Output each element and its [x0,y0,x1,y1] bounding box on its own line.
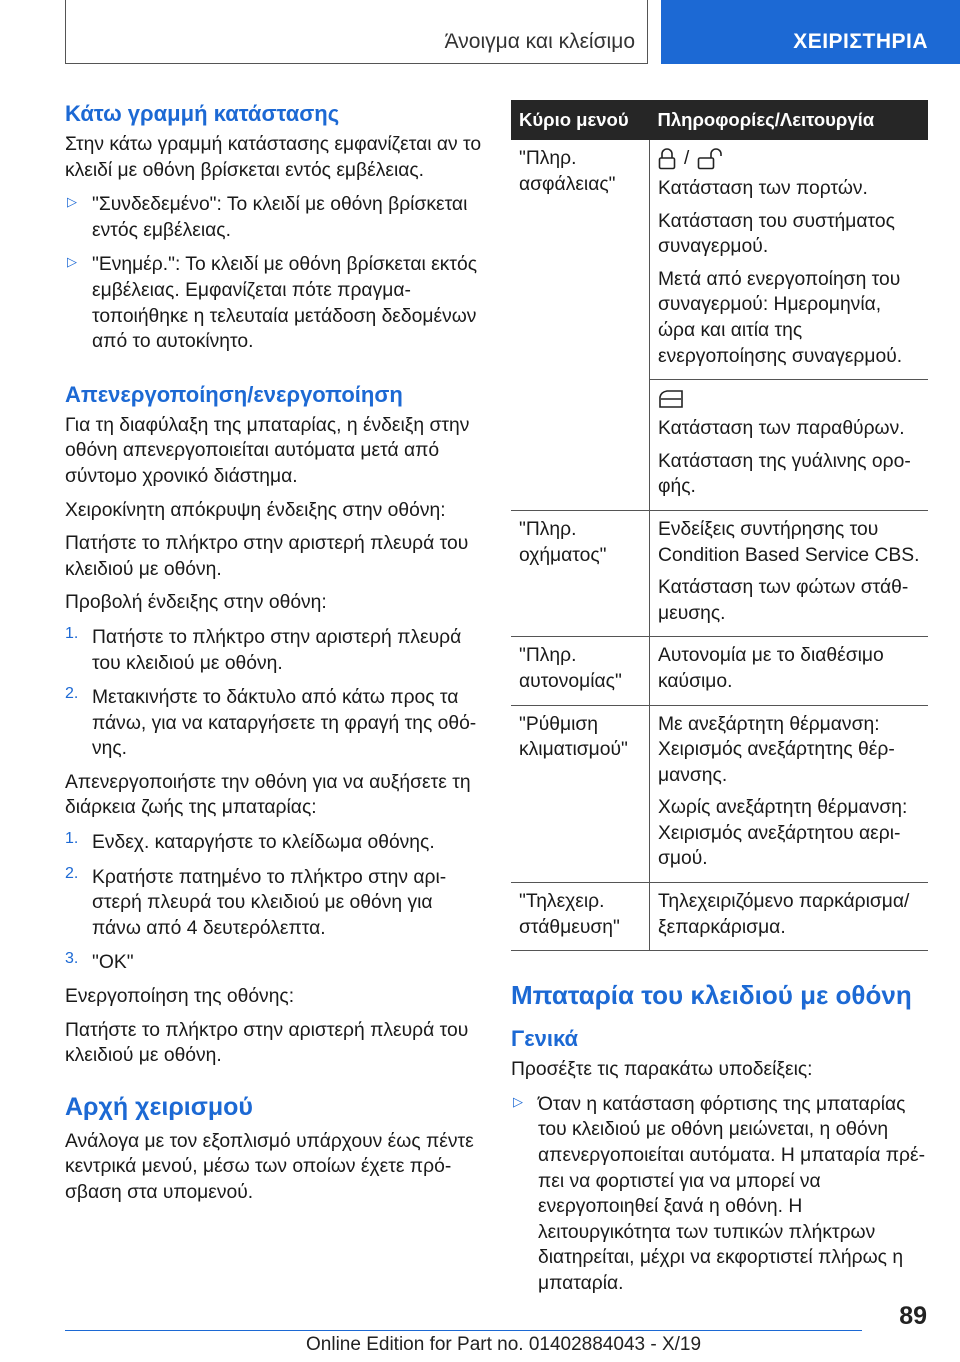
item-text: Μετακινήστε το δάκτυλο από κάτω προς τα πάνω, για να καταργήσετε τη φραγή της οθόνης. [92,687,477,760]
item-number: 1. [65,830,79,848]
heading-deactivate-activate: Απενεργοποίηση/ενεργοποίηση [65,381,403,407]
menu-name: "Πληρ. αυτονομίας" [519,645,622,692]
table-cell-menu [511,637,650,705]
info-text: Κατάσταση των πορτών. [658,178,868,199]
paragraph: Προσέξτε τις παρακάτω υποδείξεις: [511,1059,813,1081]
paragraph: Πατήστε το πλήκτρο στην αριστερή πλευρά του κλειδιού με οθόνη. [65,1019,469,1067]
heading-display-key-battery: Μπαταρία του κλειδιού με οθόνη [511,980,912,1011]
numbered-item [65,950,485,976]
item-text: Πατήστε το πλήκτρο στην αριστερή πλευρά του κλειδιού με οθόνη. [92,626,462,674]
table-row [511,637,928,705]
table-header-main-menu: Κύριο μενού [511,100,650,140]
header-chapter-title: ΧΕΙΡΙΣΤΗΡΙΑ [793,30,928,53]
info-text: Τηλεχειριζόμενο παρκάρισμα/ξεπαρκάρισμα. [658,891,910,938]
item-number: 3. [65,950,79,968]
car-window-icon [658,389,684,409]
bullet-triangle-icon: ▷ [513,1093,523,1109]
table-cell-menu [511,140,650,510]
paragraph: Πατήστε το πλήκτρο στην αριστερή πλευρά του κλειδιού με οθόνη. [65,533,469,580]
menu-name: "Πληρ. οχήματος" [519,518,607,566]
info-text: Αυτονομία με το διαθέσιμο καύσιμο. [658,645,884,692]
menu-name: "Ρύθμιση κλιματισμού" [519,713,628,761]
menu-name: "Τηλεχειρ. στάθμευση" [519,891,620,938]
window-icons [658,386,920,412]
footer-rule [65,1330,862,1331]
info-text: Μετά από ενεργοποίηση του συναγερμού: Ημερομηνία, ώρα και αιτία της ενεργοποίησης συναγερμού. [658,268,903,367]
icon-separator: / [684,148,690,170]
paragraph: Προβολή ένδειξης στην οθόνη: [65,592,327,614]
paragraph: Για τη διαφύλαξη της μπαταρίας, η ένδειξη στην οθόνη απενεργοποιείται αυτόματα μετά από σύντομο χρονικό διάστημα. [65,414,470,487]
numbered-item [65,625,485,676]
bullet-item [65,192,485,243]
numbered-item [65,830,485,856]
info-text: Ενδείξεις συντήρησης του Condition Based Service CBS. [658,518,920,566]
table-row [511,883,928,951]
bullet-item [511,1092,928,1297]
bullet-item [65,252,485,354]
table-cell-info [650,380,929,511]
footer-edition: Online Edition for Part no. 01402884043 - X/19 [306,1334,702,1355]
bullet-text: "Συνδεδεμένο": Το κλειδί με οθόνη βρίσκεται εντός εμβέλειας. [92,194,468,241]
header-chapter-tab[interactable] [661,0,960,64]
table-cell-menu [511,705,650,883]
lock-open-icon [697,148,723,170]
paragraph: Ενεργοποίηση της οθόνης: [65,986,295,1008]
bullet-triangle-icon: ▷ [67,194,77,210]
table-row [511,140,928,380]
lock-closed-icon [658,148,676,170]
right-column [511,100,928,1297]
info-text: Κατάσταση της γυάλινης οροφής. [658,450,911,498]
table-cell-info [650,637,929,705]
info-text: Με ανεξάρτητη θέρμανση: Χειρισμός ανεξάρτητης θέρμανσης. [658,713,895,786]
numbered-item [65,865,485,942]
bullet-text: "Ενημέρ.": Το κλειδί με οθόνη βρίσκεται εκτός εμβέλειας. Εμφανίζεται πότε πραγματοποιήθηκε η τελευταία μετάδοση δεδομένων από το αυτοκίνητο. [92,254,478,353]
info-text: Κατάσταση των φώτων στάθμευσης. [658,577,909,624]
left-column [65,100,485,1206]
info-text: Χωρίς ανεξάρτητη θέρμανση: Χειρισμός ανεξάρτητου αερισμού. [658,797,908,870]
table-header-info-function: Πληροφορίες/Λειτουργία [650,100,929,140]
paragraph: Χειροκίνητη απόκρυψη ένδειξης στην οθόνη: [65,499,446,521]
bullet-text: Όταν η κατάσταση φόρτισης της μπαταρίας του κλειδιού με οθόνη μειώνεται, η οθόνη απενεργοποιείται αυτόματα. Η μπαταρία πρέπει να φορτιστεί για να μπορεί να ενεργοποιηθεί ξανά η οθόνη. Η λειτουργικότητα των τυπικών πλήκτρων διατηρείται, μέχρι να εκφορτιστεί πλήρως η μπαταρία. [538,1093,925,1294]
heading-general: Γενικά [511,1026,579,1052]
page-number: 89 [899,1302,927,1330]
paragraph: Ανάλογα με τον εξοπλισμό υπάρχουν έως πέντε κεντρικά μενού, μέσω των οποίων έχετε πρόσβαση στα υπομενού. [65,1130,474,1203]
info-text: Κατάσταση του συστήματος συναγερμού. [658,210,895,258]
header-section-title: Άνοιγμα και κλείσιμο [444,30,635,53]
lock-icons [658,146,920,172]
table-cell-menu [511,510,650,636]
table-cell-menu [511,883,650,951]
menu-table [511,100,928,951]
table-cell-info [650,510,929,636]
heading-operating-principle: Αρχή χειρισμού [65,1092,253,1121]
table-cell-info [650,883,929,951]
table-row [511,510,928,636]
menu-name: "Πληρ. ασφάλειας" [519,148,616,195]
table-row [511,705,928,883]
header-section-box [65,0,648,64]
paragraph: Στην κάτω γραμμή κατάστασης εμφανίζεται αν το κλειδί με οθόνη βρίσκεται εντός εμβέλειας. [65,134,482,181]
table-cell-info [650,705,929,883]
bullet-triangle-icon: ▷ [67,254,77,270]
paragraph: Απενεργοποιήστε την οθόνη για να αυξήσετε τη διάρκεια ζωής της μπαταρίας: [65,771,471,819]
table-header-row [511,100,928,140]
heading-status-bar: Κάτω γραμμή κατάστασης [65,101,340,126]
table-cell-info [650,140,929,380]
item-text: "OK" [92,952,134,974]
numbered-item [65,685,485,762]
info-text: Κατάσταση των παραθύρων. [658,418,905,440]
item-number: 2. [65,685,79,703]
item-number: 2. [65,864,79,882]
item-text: Κρατήστε πατημένο το πλήκτρο στην αριστερή πλευρά του κλειδιού με οθόνη για πάνω από 4 δευτερόλεπτα. [92,866,447,939]
item-text: Ενδεχ. καταργήστε το κλείδωμα οθόνης. [92,832,435,854]
item-number: 1. [65,624,79,642]
